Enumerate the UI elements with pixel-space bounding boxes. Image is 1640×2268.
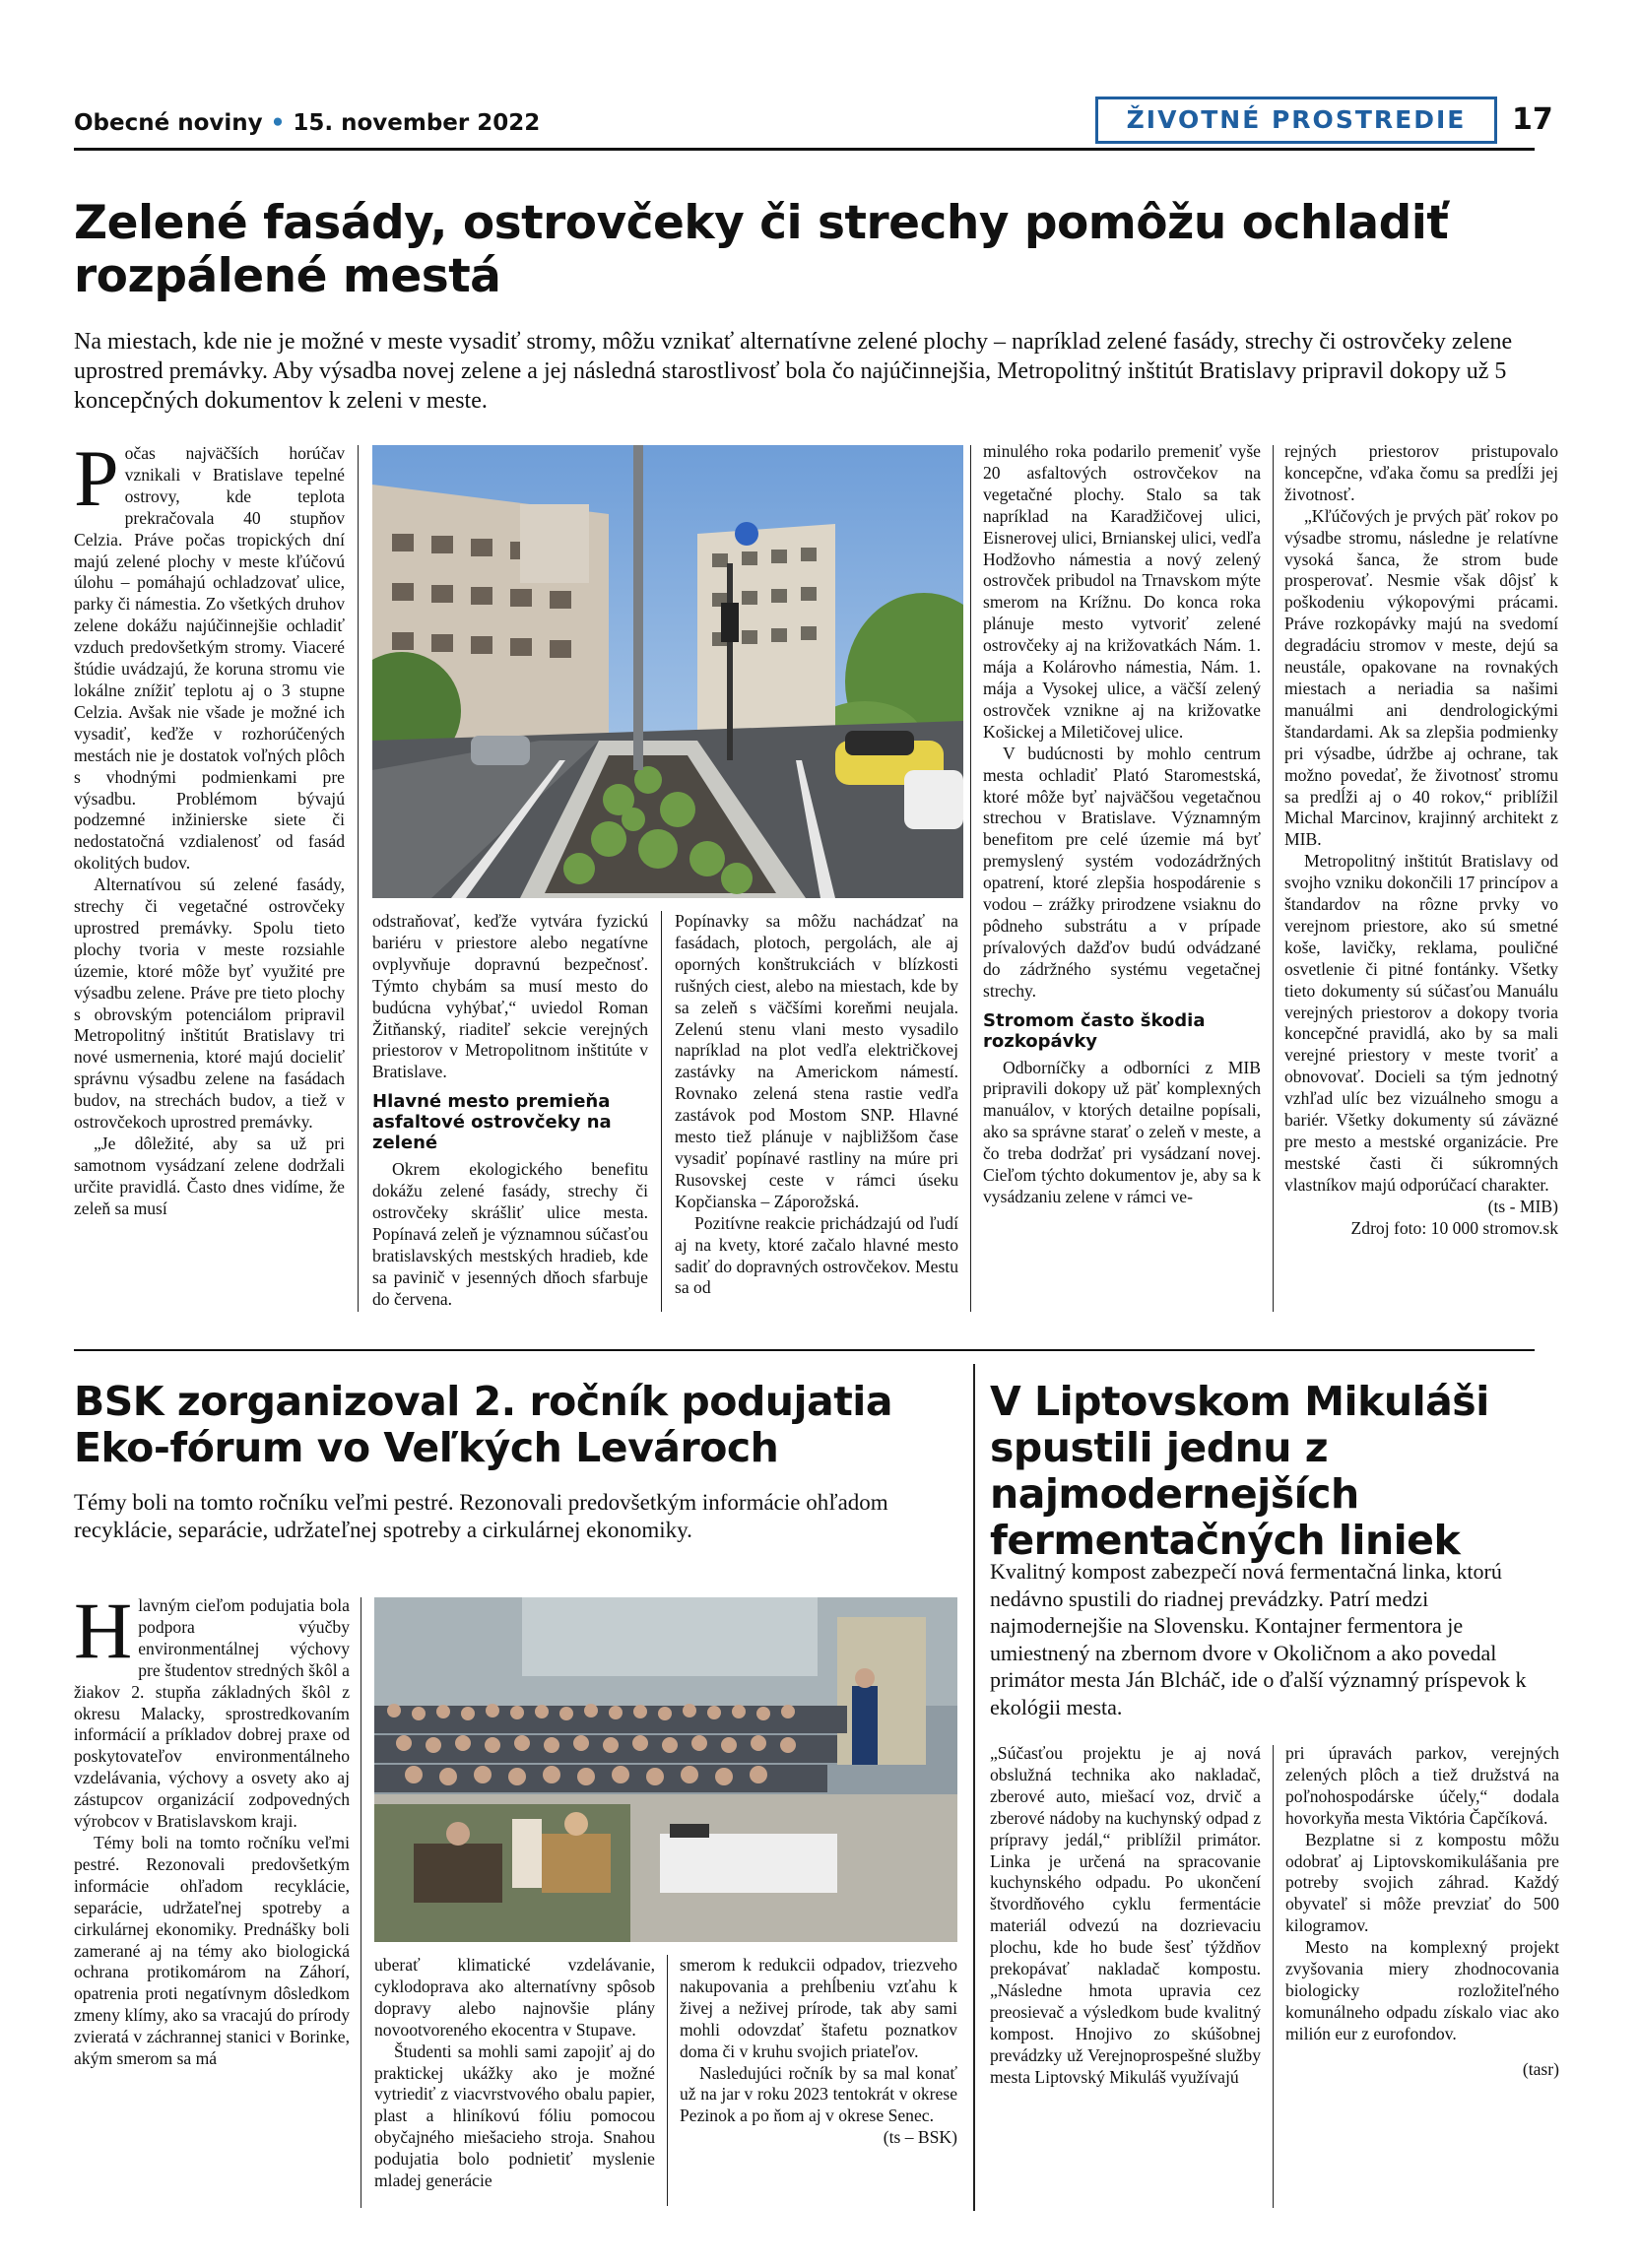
article1-column-3 — [675, 911, 958, 1299]
page-number: 17 — [1512, 102, 1553, 137]
paper-name: Obecné noviny — [74, 110, 263, 136]
paragraph: Alternatívou sú zelené fasády, strechy či vegetačné ostrovčeky uprostred premávky. Spolu tieto plochy tvoria v meste rozsiahle územie, ktoré môže byť využité pre výsadbu zelene. Práve pre tieto plochy s obrovským potenciálom pripravil Metropolitný inštitút Bratislavy tri nové usmernenia, ktoré majú docieliť správnu výsadbu zelene na fasádach budov, na strechách budov, a tiež v ostrovčekoch uprostred premávky. — [74, 875, 345, 1133]
subheading: Hlavné mesto premieňa asfaltové ostrovčeky na zelené — [372, 1091, 612, 1154]
dropcap: P — [74, 433, 119, 523]
paragraph: „Je dôležité, aby sa už pri samotnom vysádzaní zelene dodržali určite pravidlá. Často dnes vidíme, že zeleň sa musí — [74, 1134, 345, 1218]
column-rule — [1273, 1745, 1274, 2208]
paragraph: „Súčasťou projektu je aj nová obslužná technika ako nakladač, zberové auto, miešací voz, drvič a zberové nádoby na kuchynský odpad z prípravy jedál,“ priblížil primátor. Linka je určená na spracovanie kuchynského odpadu. Po ukončení štvordňového cyklu fermentácie materiál odvezú na dozrievaciu plochu, kde ho bude šesť týždňov prekopávať nakladač kompostu. „Následne hmota upravia cez preosievač a výsledkom bude kvalitný kompost. Hnojivo zo skúšobnej prevádzky už Verejnoprospešné služby mesta Liptovský Mikuláš využívajú — [990, 1743, 1261, 2087]
article1-column-5 — [1284, 441, 1558, 1240]
article-signature: (ts – BSK) — [883, 2127, 957, 2148]
article2-column-1 — [74, 1586, 350, 2070]
separator-dot: • — [270, 110, 286, 136]
photo-credit: Zdroj foto: 10 000 stromov.sk — [1350, 1217, 1558, 1238]
article3-lead: Kvalitný kompost zabezpečí nová fermentačná linka, ktorú nedávno spustili do riadnej prevádzky. Patrí medzi najmodernejšie na Slovensku. Kontajner fermentora je umiestnený na zbernom dvore v Okoličnom a ako povedal primátor mesta Ján Blcháč, ide o ďalší významný príspevok k ekológii mesta. — [990, 1559, 1527, 1719]
street-island-photo — [372, 445, 963, 898]
section-divider — [74, 1349, 1535, 1351]
article-signature: (tasr) — [1522, 2058, 1559, 2079]
lecture-hall-photo — [374, 1597, 957, 1942]
paragraph: lavným cieľom podujatia bola podpora výučby environmentálnej výchovy pre študentov stredných škôl a žiakov 2. stupňa základných škôl z okresu Malacky, sprostredkovaním informácií a príkladov dobrej praxe od poskytovateľov environmentálneho vzdelávania, výchovy a osvety ako aj zástupcov organizácií zodpovedných výrobcov v Bratislavskom kraji. — [74, 1595, 350, 1832]
article1-column-1 — [74, 433, 345, 1220]
issue-date: 15. november 2022 — [293, 110, 541, 136]
article3-column-1 — [990, 1743, 1261, 2089]
paragraph: Okrem ekologického benefitu dokážu zelené fasády, strechy či ostrovčeky skrášliť ulice mesta. Popínavá zeleň je významnou súčasťou bratislavských mestských hradieb, kde sa pavinič v jesenných dňoch sfarbuje do červena. — [372, 1159, 648, 1309]
dropcap: H — [74, 1586, 133, 1675]
column-rule — [661, 911, 662, 1312]
paragraph: uberať klimatické vzdelávanie, cyklodoprava ako alternatívny spôsob dopravy alebo najnovšie plány novootvoreného ekocentra v Stupave. — [374, 1955, 655, 2040]
paragraph: odstraňovať, keďže vytvára fyzickú bariéru v priestore alebo negatívne ovplyvňuje dopravnú bezpečnosť. Týmto chybám sa musí mesto do budúcna vyhýbať,“ uviedol Roman Žitňanský, riaditeľ sekcie verejných priestorov v Metropolitnom inštitúte v Bratislave. — [372, 911, 648, 1082]
article2-column-3 — [680, 1955, 957, 2149]
paragraph: V budúcnosti by mohlo centrum mesta ochladiť Plató Staromestská, ktoré môže byť najväčšou vegetačnou strechou v Bratislave. Významným benefitom pre celé územie má byť premyslený systém vodozádržných opatrení, ktoré zlepšia hospodárenie s vodou – zrážky prirodzene vsiaknu do pôdneho substrátu a v prípade prívalových dažďov budú odvádzané do zádržného systému vegetačnej strechy. — [983, 743, 1261, 1001]
paragraph: Študenti sa mohli sami zapojiť aj do praktickej ukážky ako je možné vytriediť z viacvrstvového obalu papier, plast a hliníkovú fóliu pomocou obyčajného miešacieho stroja. Snahou podujatia bolo podnietiť myslenie mladej generácie — [374, 2041, 655, 2191]
paragraph: Odborníčky a odborníci z MIB pripravili dokopy už päť komplexných manuálov, v ktorých detailne popísali, ako sa správne starať o zeleň v meste, a čo treba dodržať pri vysádzaní novej. Cieľom týchto dokumentov je, aby sa k vysádzaniu zelene v rámci ve- — [983, 1057, 1261, 1206]
article2-lead: Témy boli na tomto ročníku veľmi pestré. Rezonovali predovšetkým informácie ohľadom recyklácie, separácie, udržateľnej spotreby a cirkulárnej ekonomiky. — [74, 1490, 888, 1542]
paragraph: „Kľúčových je prvých päť rokov po výsadbe stromu, následne je relatívne vysoká šanca, že strom bude prosperovať. Nesmie však dôjsť k poškodeniu výkopovými prácami. Práve rozkopávky majú na svedomí degradáciu stromov v meste, dejú sa neustále, opakovane na rovnakých miestach a neriadia sa našimi manuálmi ani dendrologickými štandardami. Ak sa zlepšia podmienky pri výsadbe, údržbe aj ochrane, tak možno povedať, že životnosť stromu sa predĺži aj o 40 rokov,“ priblížil Michal Marcinov, krajinný architekt z MIB. — [1284, 505, 1558, 850]
paragraph: Nasledujúci ročník by sa mal konať už na jar v roku 2023 tentokrát v okrese Pezinok a po ňom aj v okrese Senec. — [680, 2062, 957, 2126]
paragraph: Mesto na komplexný projekt zvyšovania miery zhodnocovania biologicky rozložiteľného komunálneho odpadu získalo viac ako milión eur z eurofondov. — [1285, 1937, 1559, 2043]
paragraph: Témy boli na tomto ročníku veľmi pestré. Rezonovali predovšetkým informácie ohľadom recyklácie, separácie, udržateľnej spotreby a cirkulárnej ekonomiky. Prednášky boli zamerané aj na témy ako biologická ochrana protikomárom na Záhorí, opatrenia proti negatívnym dôsledkom zmeny klímy, ako sa vracajú do prírody zvieratá v záchrannej stanici v Borinke, akým smerom sa má — [74, 1832, 350, 2069]
article-divider — [973, 1364, 975, 2211]
section-label: ŽIVOTNÉ PROSTREDIE — [1095, 97, 1497, 144]
article1-lead: Na miestach, kde nie je možné v meste vysadiť stromy, môžu vznikať alternatívne zelené plochy – napríklad zelené fasády, strechy či ostrovčeky zelene uprostred premávky. Aby výsadba novej zelene a jej následná starostlivosť bola čo najúčinnejšia, Metropolitný inštitút Bratislavy pripravil dokopy už 5 koncepčných dokumentov k zeleni v meste. — [74, 329, 1513, 414]
article1-column-4 — [983, 441, 1261, 1208]
article1-title: Zelené fasády, ostrovčeky či strechy pomôžu ochladiť rozpálené mestá — [74, 196, 1449, 303]
article1-column-2 — [372, 911, 648, 1311]
paragraph: Popínavky sa môžu nachádzať na fasádach, plotoch, pergolách, ale aj oporných konštrukciách v blízkosti rušných ciest, alebo na miestach, kde by sa zeleň s väčšími koreňmi neujala. Zelenú stenu vlani mesto vysadilo napríklad na plot vedľa električkovej zastávky na Americkom námestí. Rovnako zelená stena rastie vedľa zastávok pod Mostom SNP. Hlavné mesto tiež plánuje v najbližšom čase vysadiť popínavé rastliny na múre pri Rusovskej ceste v rámci úseku Kopčianska – Záporožská. — [675, 911, 958, 1211]
paragraph: Metropolitný inštitút Bratislavy od svojho vzniku dokončili 17 princípov a štandardov na rôzne prvky vo verejnom priestore, ako sú smetné koše, lavičky, reklama, pouličné osvetlenie či pitné fontánky. Všetky tieto dokumenty sú súčasťou Manuálu verejných priestorov a dokopy tvoria koncepčné pravidlá, ako by sa mali verejné priestory v meste tvoriť a obnovovať. Docieli sa tým jednotný vzhľad ulíc bez vizuálneho smogu a bariér. Všetky dokumenty sú záväzné pre mesto a mestské organizácie. Pre mestské časti či súkromných vlastníkov majú odporúčací charakter. — [1284, 851, 1558, 1195]
column-rule — [1273, 445, 1274, 1312]
paragraph: pri úpravách parkov, verejných zelených plôch a tiež družstvá na poľnohospodárske účely,“ dodala hovorkyňa mesta Viktória Čapčíková. — [1285, 1743, 1559, 1828]
column-rule — [970, 445, 971, 1312]
column-rule — [667, 1955, 668, 2206]
paragraph: minulého roka podarilo premeniť vyše 20 asfaltových ostrovčekov na vegetačné plochy. Stalo sa tak napríklad na Karadžičovej ulici, Eisnerovej ulici, Brnianskej ulici, vedľa Hodžovho námestia a nový zelený ostrovček pribudol na Trnavskom mýte smerom na Krížnu. Do konca roka plánuje mesto vytvoriť zelené ostrovčeky aj na križovatkách Nám. 1. mája a Kolárovho námestia, Nám. 1. mája a Vysokej ulice, a väčší zelený ostrovček vznikne aj na križovatke Košickej a Miletičovej ulice. — [983, 441, 1261, 742]
article2-title: BSK zorganizoval 2. ročník podujatia Eko-fórum vo Veľkých Levároch — [74, 1378, 893, 1471]
column-rule — [358, 445, 359, 1312]
paragraph: Bezplatne si z kompostu môžu odobrať aj Liptovskomikulášania pre potreby svojich záhrad. Každý obyvateľ si môže prevziať do 500 kilogramov. — [1285, 1829, 1559, 1936]
paragraph: smerom k redukcii odpadov, triezveho nakupovania a prehĺbeniu vzťahu k živej a neživej prírode, tak aby sami mohli odovzdať štafetu poznatkov doma či v kruhu svojich priateľov. — [680, 1955, 957, 2061]
paragraph: Pozitívne reakcie prichádzajú od ľudí aj na kvety, ktoré začalo hlavné mesto sadiť do dopravných ostrovčekov. Mestu sa od — [675, 1212, 958, 1298]
article3-column-2 — [1285, 1743, 1559, 2081]
paragraph: rejných priestorov pristupovalo koncepčne, vďaka čomu sa predĺži jej životnosť. — [1284, 441, 1558, 504]
paragraph: očas najväčších horúčav vznikali v Bratislave tepelné ostrovy, kde teplota prekračovala 40 stupňov Celzia. Práve počas tropických dní majú zelené plochy v meste kľúčovú úlohu – pomáhajú ochladzovať ulice, parky či námestia. Zo všetkých druhov zelene dokážu najúčinnejšie ochladiť vzduch predovšetkým stromy. Viaceré štúdie uvádzajú, že koruna stromu vie lokálne znížiť teplotu aj o 3 stupne Celzia. Avšak nie všade je možné ich vysadiť, keďže v rozhorúčených mestách nie je dostatok voľných plôch s vhodnými podmienkami pre výsadbu. Problémom bývajú podzemné inžinierske siete či nedostatočná vzdialenosť od fasád okolitých budov. — [74, 443, 345, 874]
article2-column-2 — [374, 1955, 655, 2192]
masthead — [74, 110, 540, 136]
subheading: Stromom často škodia rozkopávky — [983, 1009, 1206, 1052]
article3-title: V Liptovskom Mikuláši spustili jednu z najmodernejších fermentačných liniek — [990, 1378, 1489, 1564]
header-rule — [74, 148, 1535, 151]
article-signature: (ts - MIB) — [1487, 1196, 1558, 1216]
